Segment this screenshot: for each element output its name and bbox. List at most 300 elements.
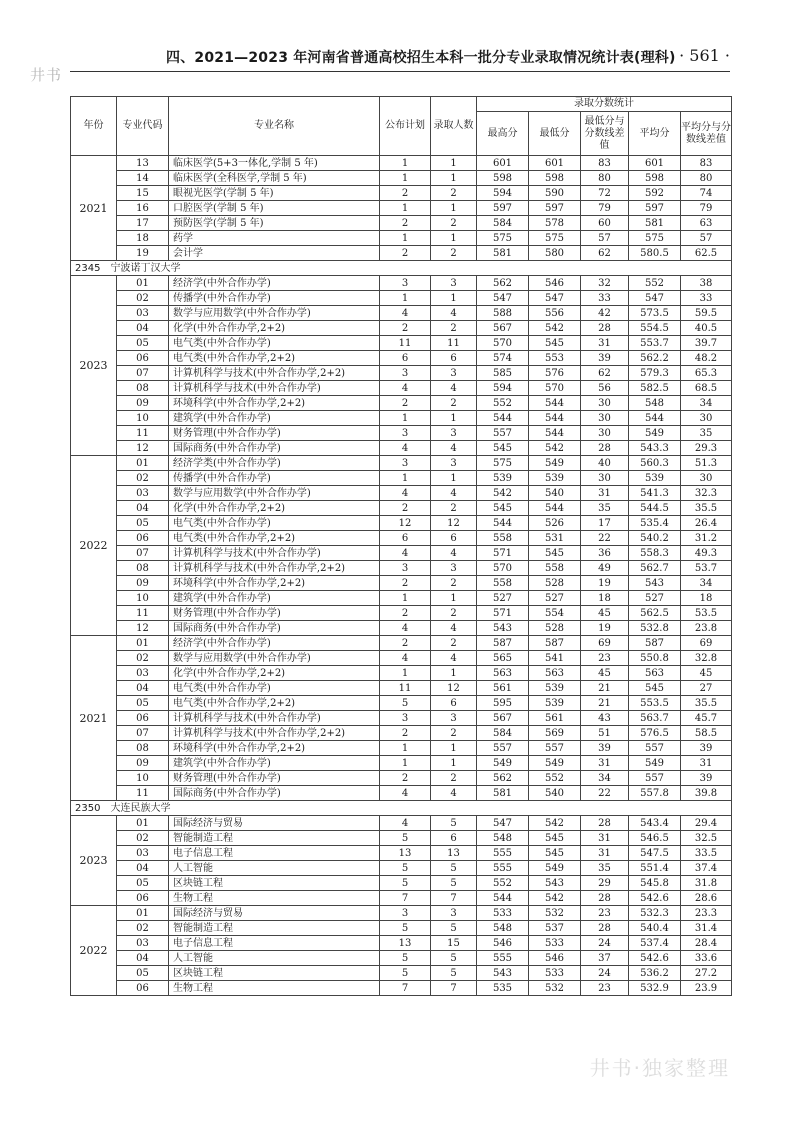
min-diff: 32: [581, 276, 629, 291]
major-name: 环境科学(中外合作办学,2+2): [169, 396, 380, 411]
avg-score: 547.5: [629, 846, 681, 861]
max-score: 535: [477, 981, 529, 996]
major-name: 人工智能: [169, 861, 380, 876]
admit-count: 2: [431, 606, 477, 621]
major-name: 国际经济与贸易: [169, 906, 380, 921]
max-score: 543: [477, 621, 529, 636]
major-name: 国际商务(中外合作办学): [169, 441, 380, 456]
admit-count: 2: [431, 321, 477, 336]
min-diff: 31: [581, 336, 629, 351]
major-name: 人工智能: [169, 951, 380, 966]
major-code: 09: [117, 396, 169, 411]
table-row: [71, 441, 732, 456]
major-name: 电气类(中外合作办学,2+2): [169, 531, 380, 546]
min-score: 547: [529, 291, 581, 306]
min-score: 544: [529, 501, 581, 516]
table-row: [71, 531, 732, 546]
major-name: 智能制造工程: [169, 921, 380, 936]
avg-score: 560.3: [629, 456, 681, 471]
max-score: 574: [477, 351, 529, 366]
admit-count: 3: [431, 456, 477, 471]
min-diff: 30: [581, 471, 629, 486]
major-code: 13: [117, 156, 169, 171]
admit-count: 4: [431, 306, 477, 321]
max-score: 544: [477, 516, 529, 531]
max-score: 546: [477, 936, 529, 951]
table-row: [71, 906, 732, 921]
major-code: 11: [117, 606, 169, 621]
admit-count: 7: [431, 891, 477, 906]
min-diff: 31: [581, 756, 629, 771]
table-row: [71, 741, 732, 756]
table-row: [71, 156, 732, 171]
min-diff: 72: [581, 186, 629, 201]
plan-count: 5: [380, 951, 431, 966]
avg-score: 553.5: [629, 696, 681, 711]
avg-diff: 23.9: [681, 981, 732, 996]
table-row: [71, 411, 732, 426]
min-score: 601: [529, 156, 581, 171]
avg-score: 545: [629, 681, 681, 696]
min-diff: 18: [581, 591, 629, 606]
min-diff: 28: [581, 321, 629, 336]
col-name: 专业名称: [169, 97, 380, 156]
min-diff: 21: [581, 696, 629, 711]
admit-count: 5: [431, 861, 477, 876]
plan-count: 1: [380, 471, 431, 486]
min-diff: 51: [581, 726, 629, 741]
min-score: 545: [529, 336, 581, 351]
major-name: 国际商务(中外合作办学): [169, 786, 380, 801]
table-row: [71, 666, 732, 681]
max-score: 548: [477, 831, 529, 846]
max-score: 567: [477, 711, 529, 726]
table-row: [71, 426, 732, 441]
major-name: 经济学类(中外合作办学): [169, 456, 380, 471]
plan-count: 1: [380, 666, 431, 681]
institution-name: 2345 宁波诺丁汉大学: [71, 261, 732, 276]
min-diff: 29: [581, 876, 629, 891]
major-name: 财务管理(中外合作办学): [169, 771, 380, 786]
min-score: 545: [529, 546, 581, 561]
table-row: [71, 681, 732, 696]
avg-diff: 80: [681, 171, 732, 186]
avg-score: 562.7: [629, 561, 681, 576]
min-score: 546: [529, 276, 581, 291]
admit-count: 2: [431, 246, 477, 261]
min-score: 537: [529, 921, 581, 936]
table-row: [71, 546, 732, 561]
min-diff: 42: [581, 306, 629, 321]
major-name: 计算机科学与技术(中外合作办学): [169, 381, 380, 396]
plan-count: 5: [380, 696, 431, 711]
admit-count: 6: [431, 531, 477, 546]
major-name: 临床医学(5+3一体化,学制 5 年): [169, 156, 380, 171]
table-row: [71, 936, 732, 951]
min-score: 576: [529, 366, 581, 381]
max-score: 558: [477, 576, 529, 591]
avg-score: 543.3: [629, 441, 681, 456]
plan-count: 2: [380, 246, 431, 261]
plan-count: 2: [380, 321, 431, 336]
min-score: 561: [529, 711, 581, 726]
institution-row: [71, 801, 732, 816]
plan-count: 11: [380, 336, 431, 351]
avg-score: 557.8: [629, 786, 681, 801]
min-score: 533: [529, 936, 581, 951]
min-diff: 30: [581, 426, 629, 441]
plan-count: 1: [380, 231, 431, 246]
avg-diff: 30: [681, 471, 732, 486]
major-code: 05: [117, 336, 169, 351]
min-score: 542: [529, 816, 581, 831]
avg-score: 527: [629, 591, 681, 606]
table-row: [71, 396, 732, 411]
major-code: 08: [117, 741, 169, 756]
plan-count: 1: [380, 291, 431, 306]
min-diff: 49: [581, 561, 629, 576]
table-row: [71, 246, 732, 261]
avg-diff: 45.7: [681, 711, 732, 726]
admit-count: 1: [431, 666, 477, 681]
plan-count: 4: [380, 441, 431, 456]
table-row: [71, 381, 732, 396]
avg-score: 557: [629, 771, 681, 786]
avg-diff: 34: [681, 576, 732, 591]
major-code: 07: [117, 726, 169, 741]
min-score: 569: [529, 726, 581, 741]
table-row: [71, 216, 732, 231]
major-name: 生物工程: [169, 891, 380, 906]
max-score: 555: [477, 846, 529, 861]
major-code: 10: [117, 411, 169, 426]
table-row: [71, 636, 732, 651]
max-score: 594: [477, 381, 529, 396]
max-score: 555: [477, 951, 529, 966]
plan-count: 3: [380, 276, 431, 291]
min-score: 540: [529, 786, 581, 801]
major-code: 17: [117, 216, 169, 231]
col-year: 年份: [71, 97, 117, 156]
plan-count: 3: [380, 456, 431, 471]
min-diff: 22: [581, 786, 629, 801]
avg-diff: 31.8: [681, 876, 732, 891]
plan-count: 5: [380, 966, 431, 981]
major-code: 01: [117, 636, 169, 651]
plan-count: 4: [380, 381, 431, 396]
plan-count: 4: [380, 786, 431, 801]
max-score: 542: [477, 486, 529, 501]
major-code: 01: [117, 276, 169, 291]
plan-count: 4: [380, 621, 431, 636]
major-name: 数学与应用数学(中外合作办学): [169, 486, 380, 501]
table-row: [71, 726, 732, 741]
max-score: 588: [477, 306, 529, 321]
max-score: 533: [477, 906, 529, 921]
max-score: 539: [477, 471, 529, 486]
year-cell: 2021: [71, 636, 117, 801]
min-score: 570: [529, 381, 581, 396]
avg-diff: 37.4: [681, 861, 732, 876]
avg-diff: 35.5: [681, 501, 732, 516]
major-code: 16: [117, 201, 169, 216]
major-name: 建筑学(中外合作办学): [169, 756, 380, 771]
min-diff: 28: [581, 816, 629, 831]
max-score: 601: [477, 156, 529, 171]
plan-count: 5: [380, 921, 431, 936]
avg-diff: 32.8: [681, 651, 732, 666]
plan-count: 2: [380, 186, 431, 201]
max-score: 563: [477, 666, 529, 681]
table-row: [71, 861, 732, 876]
min-score: 543: [529, 876, 581, 891]
max-score: 575: [477, 231, 529, 246]
avg-diff: 31.4: [681, 921, 732, 936]
min-diff: 43: [581, 711, 629, 726]
max-score: 575: [477, 456, 529, 471]
plan-count: 4: [380, 546, 431, 561]
min-score: 542: [529, 321, 581, 336]
min-score: 587: [529, 636, 581, 651]
admit-count: 4: [431, 786, 477, 801]
avg-score: 562.5: [629, 606, 681, 621]
watermark: 井书·独家整理: [589, 1056, 730, 1080]
year-cell: 2023: [71, 276, 117, 456]
major-name: 化学(中外合作办学,2+2): [169, 666, 380, 681]
max-score: 549: [477, 756, 529, 771]
min-diff: 31: [581, 831, 629, 846]
major-name: 环境科学(中外合作办学,2+2): [169, 741, 380, 756]
max-score: 558: [477, 531, 529, 546]
min-score: 575: [529, 231, 581, 246]
table-body: [71, 156, 732, 996]
plan-count: 1: [380, 591, 431, 606]
major-name: 数学与应用数学(中外合作办学): [169, 306, 380, 321]
major-code: 01: [117, 816, 169, 831]
avg-diff: 49.3: [681, 546, 732, 561]
table-row: [71, 606, 732, 621]
avg-diff: 39: [681, 771, 732, 786]
max-score: 557: [477, 741, 529, 756]
col-score-group: 录取分数统计: [477, 97, 732, 112]
plan-count: 13: [380, 846, 431, 861]
avg-score: 547: [629, 291, 681, 306]
avg-diff: 53.5: [681, 606, 732, 621]
avg-score: 601: [629, 156, 681, 171]
admit-count: 3: [431, 906, 477, 921]
avg-score: 544.5: [629, 501, 681, 516]
major-code: 03: [117, 306, 169, 321]
major-name: 国际商务(中外合作办学): [169, 621, 380, 636]
plan-count: 2: [380, 771, 431, 786]
table-row: [71, 486, 732, 501]
admit-count: 4: [431, 651, 477, 666]
min-diff: 62: [581, 246, 629, 261]
max-score: 544: [477, 891, 529, 906]
avg-diff: 28.4: [681, 936, 732, 951]
min-diff: 83: [581, 156, 629, 171]
avg-diff: 40.5: [681, 321, 732, 336]
avg-diff: 23.3: [681, 906, 732, 921]
major-code: 05: [117, 876, 169, 891]
min-score: 542: [529, 891, 581, 906]
min-diff: 57: [581, 231, 629, 246]
plan-count: 1: [380, 756, 431, 771]
min-score: 556: [529, 306, 581, 321]
avg-score: 582.5: [629, 381, 681, 396]
plan-count: 1: [380, 171, 431, 186]
max-score: 584: [477, 216, 529, 231]
avg-score: 597: [629, 201, 681, 216]
avg-diff: 34: [681, 396, 732, 411]
min-diff: 69: [581, 636, 629, 651]
max-score: 547: [477, 291, 529, 306]
major-code: 09: [117, 576, 169, 591]
major-name: 电子信息工程: [169, 936, 380, 951]
avg-score: 543: [629, 576, 681, 591]
major-code: 07: [117, 366, 169, 381]
min-score: 557: [529, 741, 581, 756]
major-name: 电气类(中外合作办学,2+2): [169, 696, 380, 711]
min-diff: 21: [581, 681, 629, 696]
page-header: [70, 46, 730, 68]
max-score: 571: [477, 546, 529, 561]
major-code: 09: [117, 756, 169, 771]
max-score: 570: [477, 561, 529, 576]
max-score: 545: [477, 501, 529, 516]
major-code: 06: [117, 981, 169, 996]
year-cell: 2022: [71, 906, 117, 996]
min-score: 527: [529, 591, 581, 606]
avg-diff: 39.7: [681, 336, 732, 351]
min-score: 546: [529, 951, 581, 966]
col-min-diff: 最低分与分数线差值: [581, 112, 629, 156]
admit-count: 1: [431, 756, 477, 771]
major-code: 02: [117, 831, 169, 846]
col-admit: 录取人数: [431, 97, 477, 156]
max-score: 562: [477, 771, 529, 786]
admit-count: 6: [431, 696, 477, 711]
min-diff: 19: [581, 621, 629, 636]
avg-diff: 31: [681, 756, 732, 771]
avg-score: 544: [629, 411, 681, 426]
min-score: 544: [529, 411, 581, 426]
major-code: 14: [117, 171, 169, 186]
max-score: 581: [477, 786, 529, 801]
min-diff: 31: [581, 486, 629, 501]
min-diff: 36: [581, 546, 629, 561]
avg-score: 532.3: [629, 906, 681, 921]
max-score: 585: [477, 366, 529, 381]
admit-count: 4: [431, 546, 477, 561]
major-code: 05: [117, 516, 169, 531]
avg-score: 541.3: [629, 486, 681, 501]
avg-diff: 39.8: [681, 786, 732, 801]
max-score: 562: [477, 276, 529, 291]
admit-count: 4: [431, 381, 477, 396]
col-avg: 平均分: [629, 112, 681, 156]
min-score: 545: [529, 831, 581, 846]
admit-count: 5: [431, 951, 477, 966]
avg-diff: 65.3: [681, 366, 732, 381]
plan-count: 5: [380, 831, 431, 846]
major-code: 15: [117, 186, 169, 201]
admission-table: [70, 96, 732, 996]
min-diff: 28: [581, 441, 629, 456]
table-row: [71, 276, 732, 291]
avg-diff: 51.3: [681, 456, 732, 471]
institution-row: [71, 261, 732, 276]
avg-diff: 45: [681, 666, 732, 681]
plan-count: 5: [380, 876, 431, 891]
table-row: [71, 816, 732, 831]
avg-diff: 30: [681, 411, 732, 426]
table-row: [71, 291, 732, 306]
major-code: 01: [117, 456, 169, 471]
plan-count: 3: [380, 426, 431, 441]
avg-score: 573.5: [629, 306, 681, 321]
avg-diff: 33: [681, 291, 732, 306]
major-code: 11: [117, 786, 169, 801]
avg-diff: 31.2: [681, 531, 732, 546]
min-diff: 39: [581, 351, 629, 366]
avg-diff: 69: [681, 636, 732, 651]
table-row: [71, 711, 732, 726]
min-diff: 19: [581, 576, 629, 591]
avg-diff: 68.5: [681, 381, 732, 396]
major-code: 03: [117, 846, 169, 861]
table-row: [71, 306, 732, 321]
min-score: 533: [529, 966, 581, 981]
avg-score: 549: [629, 426, 681, 441]
major-code: 12: [117, 441, 169, 456]
admit-count: 12: [431, 516, 477, 531]
major-name: 财务管理(中外合作办学): [169, 606, 380, 621]
avg-score: 557: [629, 741, 681, 756]
min-score: 552: [529, 771, 581, 786]
plan-count: 4: [380, 816, 431, 831]
plan-count: 6: [380, 531, 431, 546]
table-row: [71, 171, 732, 186]
publisher-logo: 井书: [30, 66, 63, 84]
major-code: 03: [117, 666, 169, 681]
admit-count: 2: [431, 186, 477, 201]
avg-score: 537.4: [629, 936, 681, 951]
admit-count: 1: [431, 171, 477, 186]
major-name: 传播学(中外合作办学): [169, 291, 380, 306]
major-name: 预防医学(学制 5 年): [169, 216, 380, 231]
major-code: 19: [117, 246, 169, 261]
max-score: 544: [477, 411, 529, 426]
major-code: 01: [117, 906, 169, 921]
admit-count: 6: [431, 831, 477, 846]
major-name: 环境科学(中外合作办学,2+2): [169, 576, 380, 591]
avg-diff: 62.5: [681, 246, 732, 261]
major-code: 06: [117, 531, 169, 546]
avg-score: 587: [629, 636, 681, 651]
table-row: [71, 696, 732, 711]
plan-count: 12: [380, 516, 431, 531]
major-code: 06: [117, 351, 169, 366]
major-name: 生物工程: [169, 981, 380, 996]
major-name: 药学: [169, 231, 380, 246]
max-score: 557: [477, 426, 529, 441]
max-score: 597: [477, 201, 529, 216]
avg-diff: 63: [681, 216, 732, 231]
avg-score: 554.5: [629, 321, 681, 336]
min-score: 526: [529, 516, 581, 531]
major-name: 计算机科学与技术(中外合作办学,2+2): [169, 366, 380, 381]
